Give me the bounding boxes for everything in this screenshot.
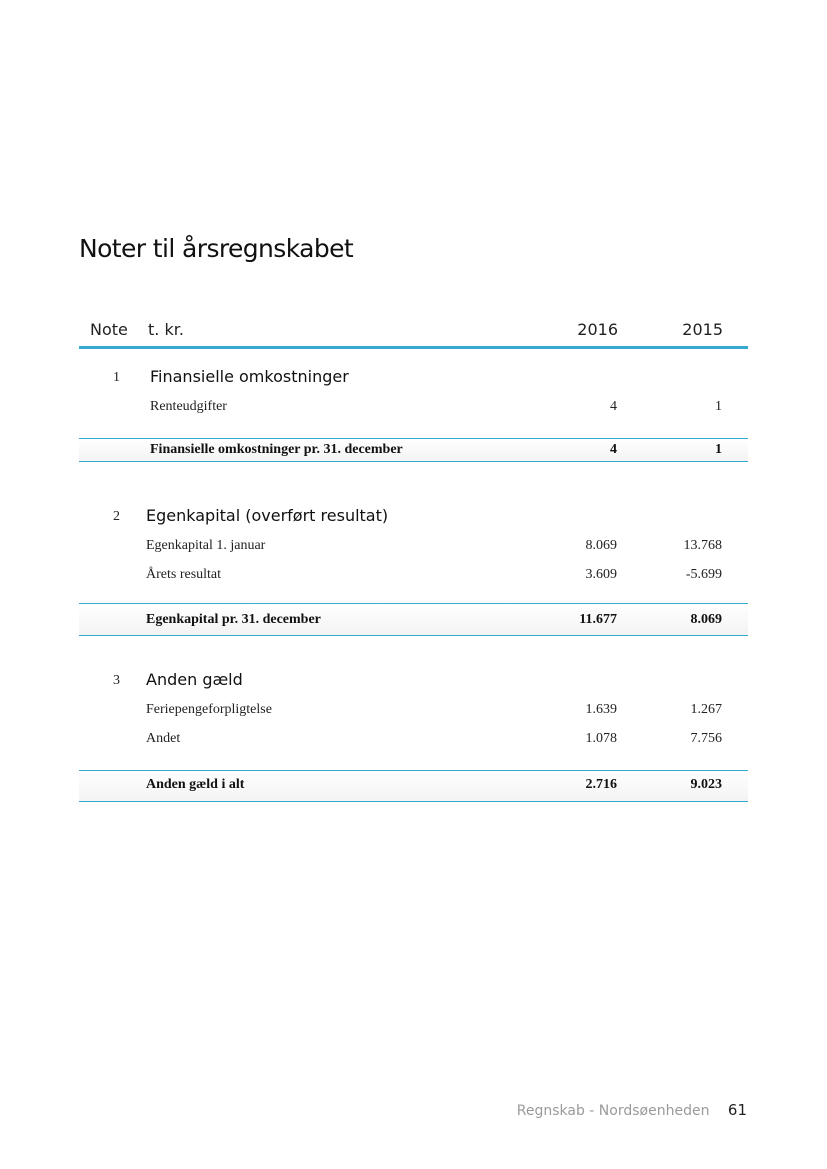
section-title: Anden gæld xyxy=(146,670,243,689)
page-title: Noter til årsregnskabet xyxy=(79,234,354,263)
table-row xyxy=(79,399,748,419)
total-value-2016: 4 xyxy=(610,442,617,457)
row-label: Feriepengeforpligtelse xyxy=(146,702,272,717)
total-value-2015: 9.023 xyxy=(690,777,722,792)
table-header xyxy=(79,320,748,349)
note-number: 3 xyxy=(113,673,120,688)
row-value-2015: 1 xyxy=(715,399,722,414)
row-value-2015: 7.756 xyxy=(690,731,722,746)
row-value-2016: 3.609 xyxy=(585,567,617,582)
section-title: Egenkapital (overført resultat) xyxy=(146,506,389,525)
total-value-2015: 8.069 xyxy=(690,612,722,627)
row-value-2016: 1.078 xyxy=(585,731,617,746)
row-value-2015: -5.699 xyxy=(685,567,722,582)
header-unit: t. kr. xyxy=(148,320,184,339)
total-label: Finansielle omkostninger pr. 31. december xyxy=(150,442,403,457)
table-row xyxy=(79,731,748,751)
page-footer xyxy=(517,1101,747,1119)
table-row xyxy=(79,567,748,587)
note-number: 1 xyxy=(113,370,120,385)
total-value-2015: 1 xyxy=(715,442,722,457)
row-label: Andet xyxy=(146,731,181,746)
total-row xyxy=(79,603,748,636)
row-value-2015: 13.768 xyxy=(683,538,722,553)
note-number: 2 xyxy=(113,509,120,524)
page-number: 61 xyxy=(727,1101,747,1119)
table-row xyxy=(79,702,748,722)
header-year-2016: 2016 xyxy=(577,320,618,339)
total-row xyxy=(79,438,748,462)
row-value-2015: 1.267 xyxy=(690,702,722,717)
total-value-2016: 2.716 xyxy=(585,777,617,792)
row-label: Egenkapital 1. januar xyxy=(146,538,266,553)
total-label: Egenkapital pr. 31. december xyxy=(146,612,321,627)
header-note: Note xyxy=(90,320,128,339)
header-year-2015: 2015 xyxy=(682,320,723,339)
row-value-2016: 1.639 xyxy=(585,702,617,717)
footer-text: Regnskab - Nordsøenheden xyxy=(516,1103,710,1119)
table-row xyxy=(79,538,748,558)
total-value-2016: 11.677 xyxy=(579,612,617,627)
total-label: Anden gæld i alt xyxy=(146,777,245,792)
row-value-2016: 4 xyxy=(610,399,617,414)
total-row xyxy=(79,770,748,802)
row-value-2016: 8.069 xyxy=(585,538,617,553)
row-label: Renteudgifter xyxy=(150,399,227,414)
section-title: Finansielle omkostninger xyxy=(150,367,349,386)
row-label: Årets resultat xyxy=(146,567,222,582)
